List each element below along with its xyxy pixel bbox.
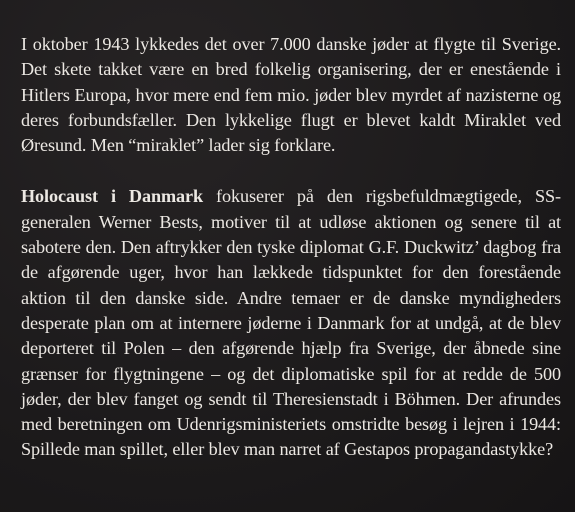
book-title: Holocaust i Danmark — [21, 186, 204, 207]
intro-paragraph: I oktober 1943 lykkedes det over 7.000 danske jøder at flygte til Sverige. Det skete takket være en bred folkelig organisering, der er enestående i Hitlers Europa, hvor mere end fem mio. jøder blev myrdet af nazisterne og deres forbundsfæller. Den lykkelige flugt er blevet kaldt Miraklet ved Øresund. Men “miraklet” lader sig forklare. — [21, 34, 561, 156]
description-body: fokuserer på den rigsbefuldmægtigede, SS-generalen Werner Bests, motiver til at udløse aktionen og senere til at sabotere den. Den aftrykker den tyske diplomat G.F. Duckwitz’ dagbog fra de afgørende uger, hvor han lækkede tidspunktet for den forestående aktion til den danske side. Andre temaer er de danske myndigheders desperate plan om at internere jøderne i Danmark for at undgå, at de blev deporteret til Polen – den afgørende hjælp fra Sverige, der åbnede sine grænser for flygtningene – og det diplomatiske spil for at redde de 500 jøder, der blev fanget og sendt til Theresienstadt i Böhmen. Der afrundes med beretningen om Udenrigsministeriets omstridte besøg i lejren i 1944: Spillede man spillet, eller blev man narret af Gestapos propagandastykke? — [21, 186, 561, 460]
description-paragraph — [21, 184, 561, 462]
